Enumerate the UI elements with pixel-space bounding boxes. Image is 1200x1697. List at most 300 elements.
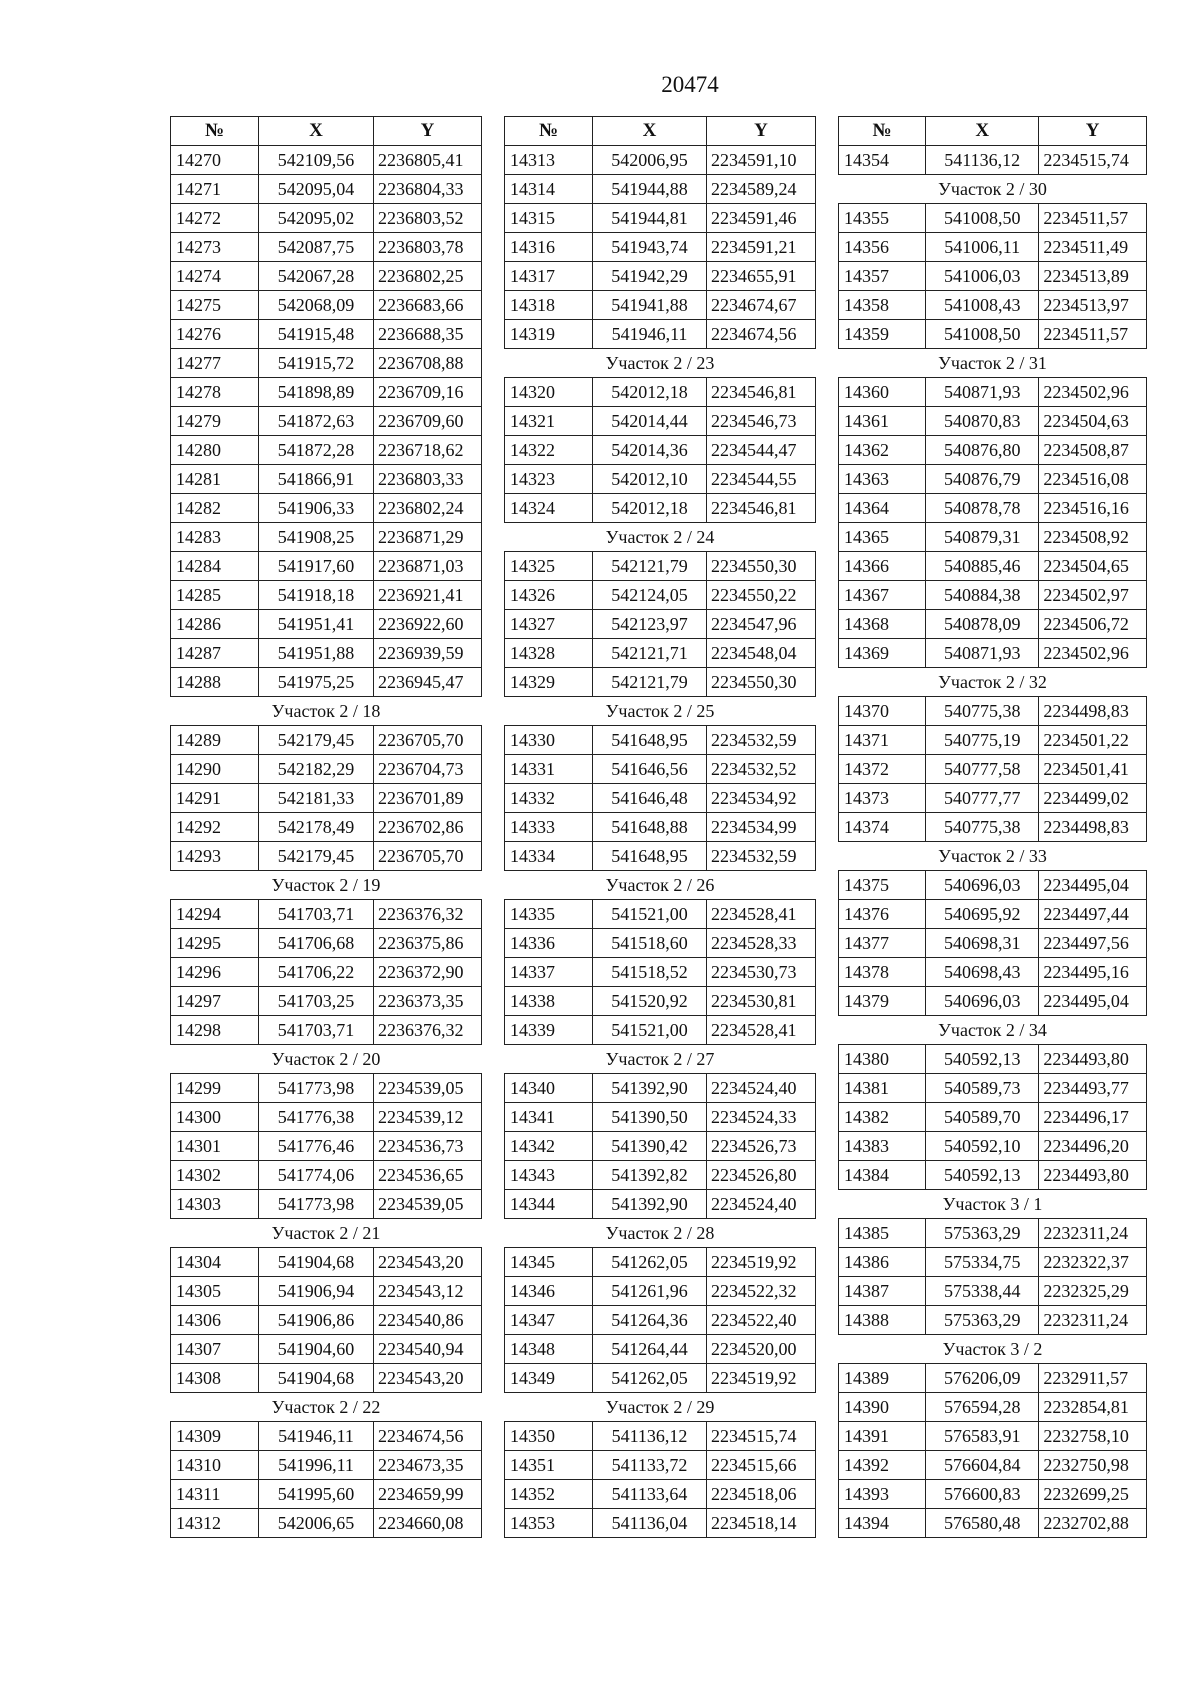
y-coordinate: 2234513,97 [1039, 291, 1147, 320]
point-number: 14285 [171, 581, 259, 610]
y-coordinate: 2234499,02 [1039, 784, 1147, 813]
header-row [171, 117, 482, 146]
y-coordinate: 2234519,92 [707, 1364, 816, 1393]
x-coordinate: 541006,11 [926, 233, 1039, 262]
point-number: 14347 [505, 1306, 593, 1335]
point-number: 14308 [171, 1364, 259, 1393]
point-number: 14270 [171, 146, 259, 175]
y-coordinate: 2236718,62 [374, 436, 482, 465]
y-coordinate: 2236939,59 [374, 639, 482, 668]
x-coordinate: 541008,50 [926, 320, 1039, 349]
x-coordinate: 540871,93 [926, 378, 1039, 407]
point-number: 14373 [839, 784, 926, 813]
table-row [839, 146, 1147, 175]
x-coordinate: 541648,88 [593, 813, 707, 842]
table-row [171, 349, 482, 378]
table-row [839, 1103, 1147, 1132]
point-number: 14348 [505, 1335, 593, 1364]
table-row [171, 146, 482, 175]
table-row [505, 436, 816, 465]
y-coordinate: 2234501,41 [1039, 755, 1147, 784]
point-number: 14349 [505, 1364, 593, 1393]
table-row [505, 407, 816, 436]
table-row [505, 668, 816, 697]
x-coordinate: 540876,80 [926, 436, 1039, 465]
x-coordinate: 540592,13 [926, 1161, 1039, 1190]
table-row [505, 1016, 816, 1045]
point-number: 14383 [839, 1132, 926, 1161]
point-number: 14357 [839, 262, 926, 291]
x-coordinate: 540775,38 [926, 813, 1039, 842]
point-number: 14344 [505, 1190, 593, 1219]
point-number: 14356 [839, 233, 926, 262]
point-number: 14376 [839, 900, 926, 929]
point-number: 14271 [171, 175, 259, 204]
point-number: 14359 [839, 320, 926, 349]
table-row [505, 755, 816, 784]
x-coordinate: 541904,60 [259, 1335, 374, 1364]
point-number: 14355 [839, 204, 926, 233]
x-coordinate: 541392,90 [593, 1074, 707, 1103]
point-number: 14294 [171, 900, 259, 929]
y-coordinate: 2234511,49 [1039, 233, 1147, 262]
table-row [839, 378, 1147, 407]
section-row [171, 697, 482, 726]
x-coordinate: 541904,68 [259, 1364, 374, 1393]
y-coordinate: 2236376,32 [374, 1016, 482, 1045]
table-row [171, 1451, 482, 1480]
table-row [839, 1509, 1147, 1538]
y-coordinate: 2234536,65 [374, 1161, 482, 1190]
point-number: 14311 [171, 1480, 259, 1509]
section-title: Участок 2 / 24 [505, 523, 816, 552]
y-coordinate: 2236802,24 [374, 494, 482, 523]
x-coordinate: 540870,83 [926, 407, 1039, 436]
point-number: 14366 [839, 552, 926, 581]
point-number: 14273 [171, 233, 259, 262]
table-row [839, 581, 1147, 610]
y-coordinate: 2234528,41 [707, 1016, 816, 1045]
section-title: Участок 2 / 19 [171, 871, 482, 900]
table-row [171, 1103, 482, 1132]
y-coordinate: 2234540,86 [374, 1306, 482, 1335]
x-coordinate: 540695,92 [926, 900, 1039, 929]
y-coordinate: 2234548,04 [707, 639, 816, 668]
point-number: 14280 [171, 436, 259, 465]
y-coordinate: 2234501,22 [1039, 726, 1147, 755]
x-coordinate: 542121,79 [593, 552, 707, 581]
point-number: 14387 [839, 1277, 926, 1306]
point-number: 14275 [171, 291, 259, 320]
y-coordinate: 2236709,16 [374, 378, 482, 407]
table-row [839, 1451, 1147, 1480]
point-number: 14343 [505, 1161, 593, 1190]
table-row [171, 291, 482, 320]
y-coordinate: 2234544,55 [707, 465, 816, 494]
point-number: 14336 [505, 929, 593, 958]
x-coordinate: 542068,09 [259, 291, 374, 320]
table-row [505, 581, 816, 610]
y-coordinate: 2234504,63 [1039, 407, 1147, 436]
section-title: Участок 2 / 18 [171, 697, 482, 726]
section-title: Участок 3 / 1 [839, 1190, 1147, 1219]
table-row [505, 726, 816, 755]
x-coordinate: 575363,29 [926, 1219, 1039, 1248]
table-row [505, 1277, 816, 1306]
point-number: 14368 [839, 610, 926, 639]
point-number: 14333 [505, 813, 593, 842]
table-row [505, 610, 816, 639]
header-y: Y [1039, 117, 1147, 146]
table-row [839, 1074, 1147, 1103]
y-coordinate: 2236705,70 [374, 842, 482, 871]
x-coordinate: 541136,04 [593, 1509, 707, 1538]
x-coordinate: 541133,64 [593, 1480, 707, 1509]
table-row [171, 465, 482, 494]
table-row [505, 1190, 816, 1219]
point-number: 14309 [171, 1422, 259, 1451]
table-row [505, 552, 816, 581]
y-coordinate: 2234543,20 [374, 1364, 482, 1393]
point-number: 14346 [505, 1277, 593, 1306]
point-number: 14364 [839, 494, 926, 523]
x-coordinate: 542012,10 [593, 465, 707, 494]
table-row [839, 1422, 1147, 1451]
point-number: 14350 [505, 1422, 593, 1451]
x-coordinate: 540871,93 [926, 639, 1039, 668]
point-number: 14339 [505, 1016, 593, 1045]
point-number: 14326 [505, 581, 593, 610]
y-coordinate: 2234498,83 [1039, 697, 1147, 726]
x-coordinate: 575334,75 [926, 1248, 1039, 1277]
y-coordinate: 2236702,86 [374, 813, 482, 842]
point-number: 14378 [839, 958, 926, 987]
y-coordinate: 2234516,08 [1039, 465, 1147, 494]
section-row [505, 349, 816, 378]
y-coordinate: 2234495,04 [1039, 871, 1147, 900]
table-row [839, 1219, 1147, 1248]
point-number: 14379 [839, 987, 926, 1016]
point-number: 14277 [171, 349, 259, 378]
point-number: 14372 [839, 755, 926, 784]
table-row [839, 407, 1147, 436]
table-row [171, 842, 482, 871]
point-number: 14310 [171, 1451, 259, 1480]
table-row [171, 1074, 482, 1103]
y-coordinate: 2234550,30 [707, 552, 816, 581]
x-coordinate: 541392,90 [593, 1190, 707, 1219]
x-coordinate: 542121,71 [593, 639, 707, 668]
section-row [505, 1219, 816, 1248]
y-coordinate: 2234674,56 [374, 1422, 482, 1451]
y-coordinate: 2234539,05 [374, 1074, 482, 1103]
y-coordinate: 2234655,91 [707, 262, 816, 291]
table-row [171, 1190, 482, 1219]
point-number: 14274 [171, 262, 259, 291]
y-coordinate: 2234515,74 [1039, 146, 1147, 175]
x-coordinate: 540777,77 [926, 784, 1039, 813]
point-number: 14288 [171, 668, 259, 697]
x-coordinate: 541264,44 [593, 1335, 707, 1364]
point-number: 14362 [839, 436, 926, 465]
table-row [171, 494, 482, 523]
header-y: Y [707, 117, 816, 146]
point-number: 14319 [505, 320, 593, 349]
section-title: Участок 2 / 33 [839, 842, 1147, 871]
section-row [839, 175, 1147, 204]
table-row [171, 1248, 482, 1277]
y-coordinate: 2236688,35 [374, 320, 482, 349]
table-row [171, 552, 482, 581]
y-coordinate: 2234540,94 [374, 1335, 482, 1364]
x-coordinate: 576206,09 [926, 1364, 1039, 1393]
point-number: 14276 [171, 320, 259, 349]
y-coordinate: 2232311,24 [1039, 1219, 1147, 1248]
table-row [171, 639, 482, 668]
x-coordinate: 541703,25 [259, 987, 374, 1016]
point-number: 14302 [171, 1161, 259, 1190]
y-coordinate: 2234495,04 [1039, 987, 1147, 1016]
table-row [839, 813, 1147, 842]
point-number: 14360 [839, 378, 926, 407]
table-row [171, 175, 482, 204]
y-coordinate: 2234502,97 [1039, 581, 1147, 610]
section-row [839, 1335, 1147, 1364]
y-coordinate: 2234674,67 [707, 291, 816, 320]
point-number: 14304 [171, 1248, 259, 1277]
y-coordinate: 2234504,65 [1039, 552, 1147, 581]
y-coordinate: 2236922,60 [374, 610, 482, 639]
x-coordinate: 542179,45 [259, 842, 374, 871]
point-number: 14381 [839, 1074, 926, 1103]
table-row [171, 610, 482, 639]
table-row [839, 1132, 1147, 1161]
y-coordinate: 2234532,52 [707, 755, 816, 784]
point-number: 14315 [505, 204, 593, 233]
x-coordinate: 541944,88 [593, 175, 707, 204]
y-coordinate: 2234522,32 [707, 1277, 816, 1306]
x-coordinate: 542109,56 [259, 146, 374, 175]
x-coordinate: 542087,75 [259, 233, 374, 262]
point-number: 14329 [505, 668, 593, 697]
x-coordinate: 542006,95 [593, 146, 707, 175]
y-coordinate: 2234660,08 [374, 1509, 482, 1538]
x-coordinate: 541008,50 [926, 204, 1039, 233]
section-row [171, 871, 482, 900]
point-number: 14386 [839, 1248, 926, 1277]
y-coordinate: 2234498,83 [1039, 813, 1147, 842]
y-coordinate: 2234519,92 [707, 1248, 816, 1277]
x-coordinate: 542014,36 [593, 436, 707, 465]
point-number: 14384 [839, 1161, 926, 1190]
y-coordinate: 2234497,44 [1039, 900, 1147, 929]
table-row [839, 1306, 1147, 1335]
table-row [171, 1335, 482, 1364]
point-number: 14272 [171, 204, 259, 233]
point-number: 14332 [505, 784, 593, 813]
table-row [505, 291, 816, 320]
header-row [505, 117, 816, 146]
x-coordinate: 541518,52 [593, 958, 707, 987]
x-coordinate: 541261,96 [593, 1277, 707, 1306]
x-coordinate: 541872,28 [259, 436, 374, 465]
table-row [171, 1277, 482, 1306]
point-number: 14313 [505, 146, 593, 175]
table-row [505, 1103, 816, 1132]
x-coordinate: 576600,83 [926, 1480, 1039, 1509]
x-coordinate: 541264,36 [593, 1306, 707, 1335]
y-coordinate: 2232322,37 [1039, 1248, 1147, 1277]
x-coordinate: 541915,72 [259, 349, 374, 378]
x-coordinate: 540878,09 [926, 610, 1039, 639]
point-number: 14284 [171, 552, 259, 581]
x-coordinate: 541906,86 [259, 1306, 374, 1335]
point-number: 14369 [839, 639, 926, 668]
y-coordinate: 2234502,96 [1039, 639, 1147, 668]
y-coordinate: 2236373,35 [374, 987, 482, 1016]
table-row [171, 320, 482, 349]
x-coordinate: 540884,38 [926, 581, 1039, 610]
point-number: 14312 [171, 1509, 259, 1538]
y-coordinate: 2236945,47 [374, 668, 482, 697]
point-number: 14338 [505, 987, 593, 1016]
y-coordinate: 2234508,87 [1039, 436, 1147, 465]
point-number: 14388 [839, 1306, 926, 1335]
section-row [839, 349, 1147, 378]
x-coordinate: 540775,19 [926, 726, 1039, 755]
table-row [171, 436, 482, 465]
point-number: 14323 [505, 465, 593, 494]
table-row [839, 233, 1147, 262]
header-x: X [259, 117, 374, 146]
section-row [839, 842, 1147, 871]
x-coordinate: 541898,89 [259, 378, 374, 407]
y-coordinate: 2234495,16 [1039, 958, 1147, 987]
table-row [505, 929, 816, 958]
table-row [505, 1422, 816, 1451]
x-coordinate: 540878,78 [926, 494, 1039, 523]
section-row [505, 1045, 816, 1074]
point-number: 14306 [171, 1306, 259, 1335]
table-row [505, 1451, 816, 1480]
table-row [505, 842, 816, 871]
table-row [171, 204, 482, 233]
table-row [505, 175, 816, 204]
y-coordinate: 2236803,33 [374, 465, 482, 494]
y-coordinate: 2234528,33 [707, 929, 816, 958]
x-coordinate: 541646,56 [593, 755, 707, 784]
x-coordinate: 540698,31 [926, 929, 1039, 958]
point-number: 14345 [505, 1248, 593, 1277]
point-number: 14352 [505, 1480, 593, 1509]
x-coordinate: 541917,60 [259, 552, 374, 581]
y-coordinate: 2234543,20 [374, 1248, 482, 1277]
point-number: 14318 [505, 291, 593, 320]
y-coordinate: 2234534,99 [707, 813, 816, 842]
x-coordinate: 542179,45 [259, 726, 374, 755]
table-row [505, 1248, 816, 1277]
y-coordinate: 2234547,96 [707, 610, 816, 639]
section-row [171, 1393, 482, 1422]
x-coordinate: 576580,48 [926, 1509, 1039, 1538]
x-coordinate: 541906,33 [259, 494, 374, 523]
x-coordinate: 540698,43 [926, 958, 1039, 987]
x-coordinate: 541392,82 [593, 1161, 707, 1190]
y-coordinate: 2234524,40 [707, 1190, 816, 1219]
table-row [839, 929, 1147, 958]
x-coordinate: 541706,22 [259, 958, 374, 987]
table-row [505, 233, 816, 262]
x-coordinate: 541646,48 [593, 784, 707, 813]
x-coordinate: 542178,49 [259, 813, 374, 842]
y-coordinate: 2232911,57 [1039, 1364, 1147, 1393]
table-row [839, 1364, 1147, 1393]
y-coordinate: 2234550,22 [707, 581, 816, 610]
y-coordinate: 2234524,33 [707, 1103, 816, 1132]
table-row [171, 726, 482, 755]
x-coordinate: 541648,95 [593, 726, 707, 755]
x-coordinate: 542095,02 [259, 204, 374, 233]
x-coordinate: 541133,72 [593, 1451, 707, 1480]
header-x: X [926, 117, 1039, 146]
x-coordinate: 541866,91 [259, 465, 374, 494]
y-coordinate: 2234511,57 [1039, 320, 1147, 349]
table-row [839, 436, 1147, 465]
y-coordinate: 2236803,52 [374, 204, 482, 233]
y-coordinate: 2234493,80 [1039, 1045, 1147, 1074]
y-coordinate: 2236805,41 [374, 146, 482, 175]
x-coordinate: 541136,12 [926, 146, 1039, 175]
x-coordinate: 541951,88 [259, 639, 374, 668]
point-number: 14295 [171, 929, 259, 958]
table-row [839, 1393, 1147, 1422]
x-coordinate: 542012,18 [593, 378, 707, 407]
point-number: 14316 [505, 233, 593, 262]
point-number: 14301 [171, 1132, 259, 1161]
x-coordinate: 540696,03 [926, 987, 1039, 1016]
coordinates-table-column-3 [838, 116, 1147, 1538]
table-row [505, 958, 816, 987]
y-coordinate: 2236802,25 [374, 262, 482, 291]
point-number: 14327 [505, 610, 593, 639]
point-number: 14342 [505, 1132, 593, 1161]
point-number: 14282 [171, 494, 259, 523]
y-coordinate: 2234518,06 [707, 1480, 816, 1509]
coordinates-table-column-1 [170, 116, 482, 1538]
coordinates-table-area [170, 116, 1147, 1582]
section-title: Участок 2 / 21 [171, 1219, 482, 1248]
table-row [505, 1132, 816, 1161]
x-coordinate: 541946,11 [593, 320, 707, 349]
header-number: № [171, 117, 259, 146]
y-coordinate: 2234543,12 [374, 1277, 482, 1306]
section-title: Участок 2 / 25 [505, 697, 816, 726]
x-coordinate: 541706,68 [259, 929, 374, 958]
section-title: Участок 2 / 31 [839, 349, 1147, 378]
x-coordinate: 542012,18 [593, 494, 707, 523]
y-coordinate: 2236871,29 [374, 523, 482, 552]
point-number: 14307 [171, 1335, 259, 1364]
y-coordinate: 2234496,17 [1039, 1103, 1147, 1132]
y-coordinate: 2234515,74 [707, 1422, 816, 1451]
table-row [839, 204, 1147, 233]
header-number: № [505, 117, 593, 146]
x-coordinate: 542124,05 [593, 581, 707, 610]
y-coordinate: 2234674,56 [707, 320, 816, 349]
table-row [171, 1306, 482, 1335]
y-coordinate: 2234539,05 [374, 1190, 482, 1219]
point-number: 14283 [171, 523, 259, 552]
